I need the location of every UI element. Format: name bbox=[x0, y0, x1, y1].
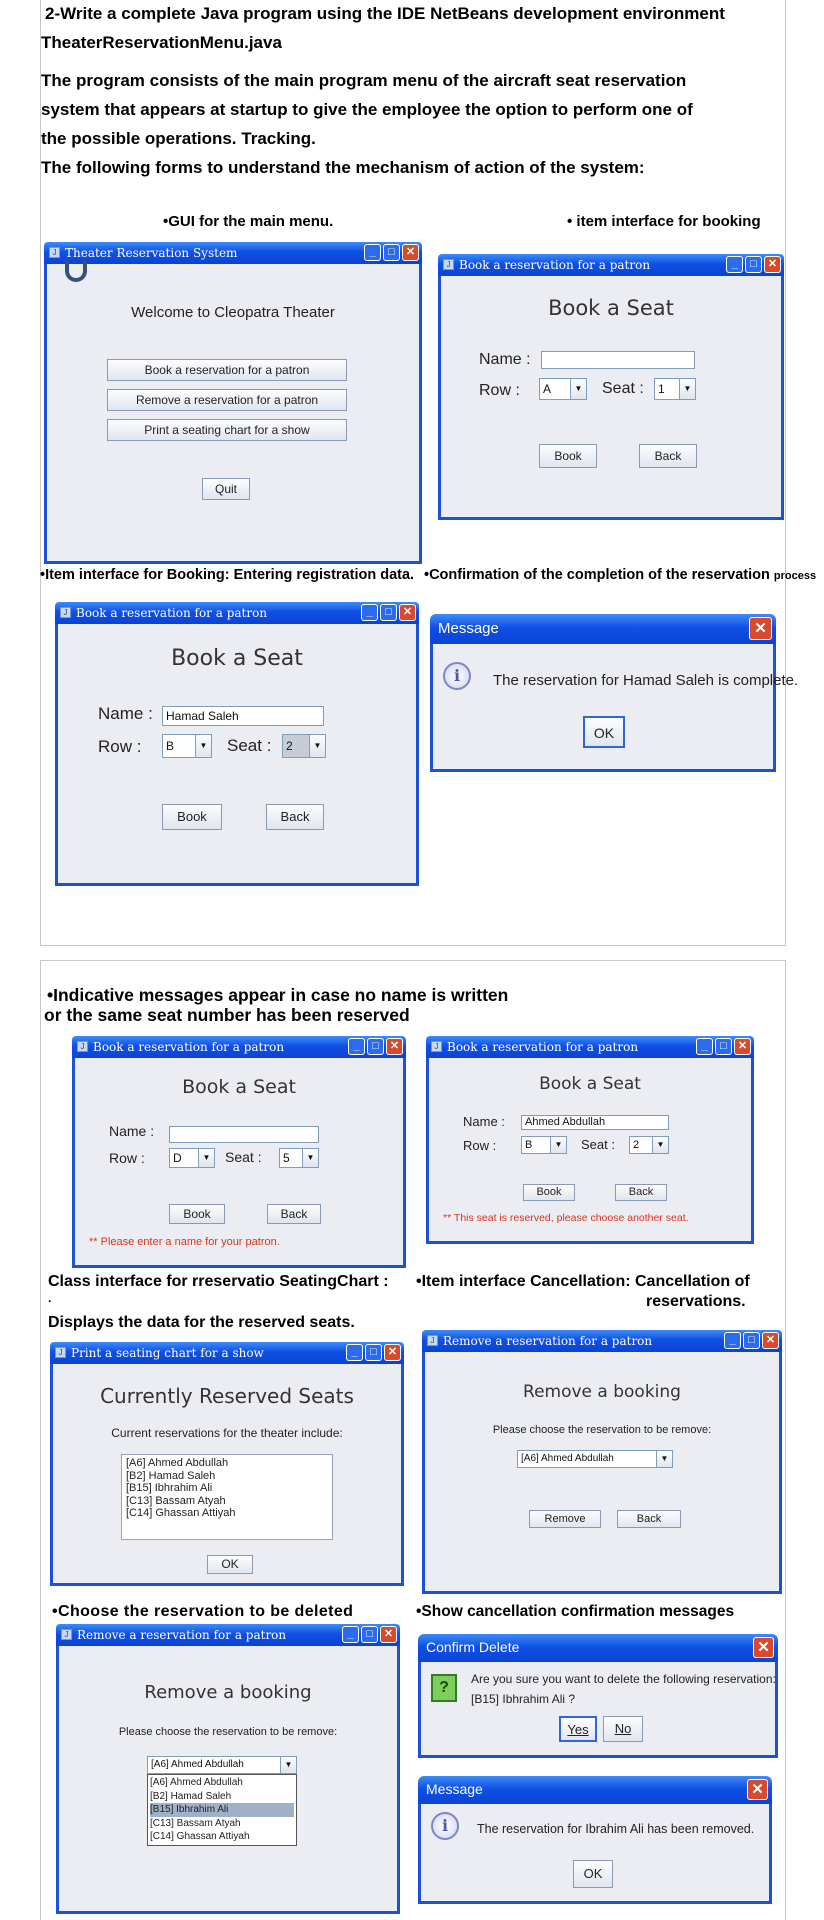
list-item: [C13] Bassam Atyah bbox=[126, 1494, 226, 1507]
chevron-down-icon: ▼ bbox=[656, 1451, 672, 1467]
seat-select[interactable] bbox=[654, 378, 696, 400]
caption-cancel-1: •Item interface Cancellation: Cancellation of bbox=[416, 1273, 750, 1290]
back-button[interactable]: Back bbox=[617, 1510, 681, 1528]
ok-button[interactable]: OK bbox=[207, 1555, 253, 1574]
caption-dot: . bbox=[48, 1291, 52, 1305]
window-title: Theater Reservation System bbox=[65, 246, 238, 260]
intro-para-4: The following forms to understand the mechanism of action of the system: bbox=[41, 158, 645, 177]
main-menu-window bbox=[44, 246, 422, 564]
book-seat-titlebar[interactable] bbox=[72, 1036, 406, 1058]
seating-chart-window bbox=[50, 1346, 404, 1586]
remove-booking-prompt: Please choose the reservation to be remove: bbox=[118, 1726, 338, 1738]
java-cup-icon: J bbox=[77, 1041, 88, 1052]
error-message: ** This seat is reserved, please choose another seat. bbox=[443, 1212, 689, 1224]
dropdown-option[interactable]: [A6] Ahmed Abdullah bbox=[150, 1777, 243, 1788]
java-cup-icon: J bbox=[49, 247, 60, 258]
reservation-select[interactable] bbox=[147, 1756, 297, 1774]
confirm-delete-dialog bbox=[418, 1639, 778, 1758]
seat-select[interactable] bbox=[629, 1136, 669, 1154]
book-seat-heading: Book a Seat bbox=[171, 646, 303, 671]
row-select[interactable] bbox=[169, 1148, 215, 1168]
reservation-select-value: [A6] Ahmed Abdullah bbox=[521, 1453, 614, 1464]
close-icon[interactable]: ✕ bbox=[380, 1626, 397, 1643]
close-icon[interactable]: ✕ bbox=[762, 1332, 779, 1349]
caption-indicative-2: or the same seat number has been reserved bbox=[44, 1005, 410, 1025]
question-icon: ? bbox=[431, 1674, 457, 1702]
minimize-icon[interactable]: _ bbox=[346, 1344, 363, 1361]
ok-button[interactable]: OK bbox=[573, 1860, 613, 1888]
book-button[interactable]: Book bbox=[539, 444, 597, 468]
window-title: Remove a reservation for a patron bbox=[443, 1334, 653, 1348]
name-input[interactable]: Hamad Saleh bbox=[162, 706, 324, 726]
close-icon[interactable]: ✕ bbox=[747, 1779, 768, 1800]
row-label: Row : bbox=[109, 1150, 145, 1166]
caption-entering-data: •Item interface for Booking: Entering registration data. bbox=[40, 567, 415, 583]
close-icon[interactable]: ✕ bbox=[734, 1038, 751, 1055]
seat-value: 2 bbox=[633, 1139, 640, 1151]
name-input[interactable] bbox=[169, 1126, 319, 1143]
message-dialog-complete bbox=[430, 620, 799, 772]
minimize-icon[interactable]: _ bbox=[724, 1332, 741, 1349]
row-select[interactable] bbox=[521, 1136, 567, 1154]
info-icon: i bbox=[431, 1812, 459, 1840]
anchor-icon bbox=[65, 260, 87, 282]
row-value: B bbox=[525, 1139, 533, 1151]
seating-chart-heading: Currently Reserved Seats bbox=[100, 1384, 354, 1408]
welcome-label: Welcome to Cleopatra Theater bbox=[131, 304, 335, 321]
intro-para-3: the possible operations. Tracking. bbox=[41, 129, 316, 148]
caption-gui-main: •GUI for the main menu. bbox=[163, 213, 334, 230]
back-button[interactable]: Back bbox=[266, 804, 324, 830]
seat-value: 5 bbox=[283, 1151, 290, 1165]
minimize-icon[interactable]: _ bbox=[364, 244, 381, 261]
maximize-icon[interactable]: □ bbox=[361, 1626, 378, 1643]
intro-line-1: 2-Write a complete Java program using the IDE NetBeans development environment bbox=[45, 4, 725, 23]
message-titlebar[interactable] bbox=[418, 1776, 772, 1804]
row-select[interactable] bbox=[162, 734, 212, 758]
row-value: A bbox=[543, 382, 552, 396]
reservations-list[interactable] bbox=[121, 1454, 333, 1540]
dropdown-option[interactable]: [C13] Bassam Atyah bbox=[150, 1817, 241, 1829]
remove-booking-heading: Remove a booking bbox=[144, 1682, 312, 1703]
list-item: [A6] Ahmed Abdullah bbox=[126, 1457, 229, 1469]
reservation-dropdown-list[interactable] bbox=[147, 1774, 297, 1846]
main-menu-titlebar[interactable] bbox=[44, 242, 422, 264]
close-icon[interactable]: ✕ bbox=[399, 604, 416, 621]
dropdown-option[interactable]: [C14] Ghassan Attiyah bbox=[150, 1831, 250, 1842]
book-seat-titlebar[interactable] bbox=[426, 1036, 754, 1058]
minimize-icon[interactable]: _ bbox=[342, 1626, 359, 1643]
chevron-down-icon: ▼ bbox=[570, 379, 586, 399]
name-input[interactable] bbox=[541, 351, 695, 369]
maximize-icon[interactable]: □ bbox=[743, 1332, 760, 1349]
book-seat-heading: Book a Seat bbox=[539, 1074, 641, 1094]
error-message: ** Please enter a name for your patron. bbox=[89, 1236, 280, 1248]
maximize-icon[interactable]: □ bbox=[367, 1038, 384, 1055]
close-icon[interactable]: ✕ bbox=[764, 256, 781, 273]
back-button[interactable]: Back bbox=[639, 444, 697, 468]
message-title: Message bbox=[438, 620, 499, 637]
close-icon[interactable]: ✕ bbox=[386, 1038, 403, 1055]
message-titlebar[interactable] bbox=[430, 614, 776, 644]
chevron-down-icon: ▼ bbox=[302, 1149, 318, 1167]
seat-select[interactable] bbox=[279, 1148, 319, 1168]
seat-value: 1 bbox=[658, 382, 665, 396]
confirm-text-2: [B15] Ibhrahim Ali ? bbox=[471, 1692, 576, 1706]
confirm-text-1: Are you sure you want to delete the following reservation: bbox=[471, 1672, 776, 1686]
remove-button[interactable]: Remove bbox=[529, 1510, 601, 1528]
java-cup-icon: J bbox=[443, 259, 454, 270]
seat-label: Seat : bbox=[225, 1149, 262, 1165]
name-input[interactable]: Ahmed Abdullah bbox=[521, 1115, 669, 1130]
caption-cancel-2: reservations. bbox=[646, 1293, 746, 1310]
chevron-down-icon: ▼ bbox=[652, 1137, 668, 1153]
message-text: The reservation for Hamad Saleh is complete. bbox=[493, 672, 799, 689]
name-label: Name : bbox=[109, 1123, 155, 1139]
book-seat-window-empty bbox=[438, 258, 784, 520]
window-title: Book a reservation for a patron bbox=[76, 606, 268, 620]
maximize-icon[interactable]: □ bbox=[380, 604, 397, 621]
back-button[interactable]: Back bbox=[267, 1204, 321, 1224]
ok-button[interactable]: OK bbox=[583, 716, 625, 748]
caption-confirm-completion bbox=[424, 567, 816, 583]
remove-booking-window bbox=[422, 1334, 782, 1594]
info-icon: i bbox=[443, 662, 471, 690]
message-text: The reservation for Ibrahim Ali has been removed. bbox=[477, 1822, 755, 1836]
close-icon[interactable]: ✕ bbox=[749, 617, 772, 640]
chevron-down-icon: ▼ bbox=[280, 1757, 296, 1773]
window-title: Book a reservation for a patron bbox=[447, 1040, 639, 1054]
name-label: Name : bbox=[479, 351, 531, 368]
book-seat-titlebar[interactable] bbox=[438, 254, 784, 276]
book-seat-heading: Book a Seat bbox=[182, 1076, 296, 1098]
maximize-icon[interactable]: □ bbox=[365, 1344, 382, 1361]
java-cup-icon: J bbox=[427, 1335, 438, 1346]
remove-booking-heading: Remove a booking bbox=[523, 1382, 681, 1402]
minimize-icon[interactable]: _ bbox=[361, 604, 378, 621]
reservation-select-value: [A6] Ahmed Abdullah bbox=[151, 1759, 244, 1770]
yes-button[interactable]: Yes bbox=[559, 1716, 597, 1742]
dropdown-option-highlighted[interactable]: [B15] Ibhrahim Ali bbox=[150, 1803, 294, 1817]
remove-reservation-button[interactable]: Remove a reservation for a patron bbox=[107, 389, 347, 411]
chevron-down-icon: ▼ bbox=[679, 379, 695, 399]
dropdown-option[interactable]: [B2] Hamad Saleh bbox=[150, 1790, 232, 1802]
book-seat-window-no-name bbox=[72, 1040, 406, 1268]
no-button[interactable]: No bbox=[603, 1716, 643, 1742]
maximize-icon[interactable]: □ bbox=[745, 256, 762, 273]
close-icon[interactable]: ✕ bbox=[384, 1344, 401, 1361]
print-seating-chart-button[interactable]: Print a seating chart for a show bbox=[107, 419, 347, 441]
caption-process-text: process bbox=[773, 570, 817, 582]
seat-select[interactable] bbox=[282, 734, 326, 758]
chevron-down-icon: ▼ bbox=[309, 735, 325, 757]
list-item: [B2] Hamad Saleh bbox=[126, 1469, 216, 1482]
java-cup-icon: J bbox=[61, 1629, 72, 1640]
row-label: Row : bbox=[98, 737, 142, 756]
intro-line-2: TheaterReservationMenu.java bbox=[41, 33, 282, 52]
book-button[interactable]: Book bbox=[523, 1184, 575, 1201]
caption-displays: Displays the data for the reserved seats. bbox=[48, 1314, 355, 1331]
window-title: Book a reservation for a patron bbox=[93, 1040, 285, 1054]
maximize-icon[interactable]: □ bbox=[715, 1038, 732, 1055]
list-item: [C14] Ghassan Attiyah bbox=[126, 1507, 236, 1519]
seat-label: Seat : bbox=[227, 736, 272, 755]
minimize-icon[interactable]: _ bbox=[348, 1038, 365, 1055]
name-label: Name : bbox=[98, 704, 153, 723]
caption-class-interface: Class interface for rreservatio SeatingChart : bbox=[48, 1273, 389, 1290]
confirm-title: Confirm Delete bbox=[426, 1639, 520, 1655]
caption-item-booking: • item interface for booking bbox=[567, 213, 761, 230]
chevron-down-icon: ▼ bbox=[195, 735, 211, 757]
seating-chart-subheading: Current reservations for the theater include: bbox=[111, 1426, 343, 1440]
reservation-select[interactable] bbox=[517, 1450, 673, 1468]
row-value: B bbox=[166, 739, 175, 753]
java-cup-icon: J bbox=[60, 607, 71, 618]
java-cup-icon: J bbox=[431, 1041, 442, 1052]
caption-show-cancel: •Show cancellation confirmation messages bbox=[416, 1603, 735, 1620]
chevron-down-icon: ▼ bbox=[550, 1137, 566, 1153]
intro-para-1: The program consists of the main program menu of the aircraft seat reservation bbox=[41, 71, 687, 90]
caption-indicative-1: •Indicative messages appear in case no name is written bbox=[47, 985, 509, 1005]
chevron-down-icon: ▼ bbox=[198, 1149, 214, 1167]
row-label: Row : bbox=[479, 382, 520, 399]
window-title: Remove a reservation for a patron bbox=[77, 1628, 287, 1642]
row-value: D bbox=[173, 1151, 182, 1165]
message-title: Message bbox=[426, 1781, 483, 1797]
window-title: Print a seating chart for a show bbox=[71, 1346, 264, 1360]
book-button[interactable]: Book bbox=[169, 1204, 225, 1224]
close-icon[interactable]: ✕ bbox=[753, 1637, 774, 1658]
message-dialog-removed bbox=[418, 1781, 772, 1904]
book-button[interactable]: Book bbox=[162, 804, 222, 830]
remove-booking-window-dropdown bbox=[56, 1628, 400, 1914]
book-seat-window-reserved bbox=[426, 1040, 754, 1244]
remove-booking-prompt: Please choose the reservation to be remove: bbox=[492, 1424, 712, 1436]
java-cup-icon: J bbox=[55, 1347, 66, 1358]
remove-booking-titlebar[interactable] bbox=[56, 1624, 400, 1646]
row-select[interactable] bbox=[539, 378, 587, 400]
seat-label: Seat : bbox=[581, 1137, 615, 1152]
row-label: Row : bbox=[463, 1138, 497, 1153]
minimize-icon[interactable]: _ bbox=[726, 256, 743, 273]
close-icon[interactable]: ✕ bbox=[402, 244, 419, 261]
quit-button[interactable]: Quit bbox=[202, 478, 250, 500]
minimize-icon[interactable]: _ bbox=[696, 1038, 713, 1055]
caption-choose-delete: •Choose the reservation to be deleted bbox=[52, 1603, 354, 1620]
seat-label: Seat : bbox=[602, 380, 644, 397]
back-button[interactable]: Back bbox=[615, 1184, 667, 1201]
caption-confirm-text: •Confirmation of the completion of the reservation bbox=[424, 567, 770, 583]
book-seat-titlebar[interactable] bbox=[55, 602, 419, 624]
confirm-delete-titlebar[interactable] bbox=[418, 1634, 778, 1662]
seating-chart-titlebar[interactable] bbox=[50, 1342, 404, 1364]
maximize-icon[interactable]: □ bbox=[383, 244, 400, 261]
window-title: Book a reservation for a patron bbox=[459, 258, 651, 272]
book-reservation-button[interactable]: Book a reservation for a patron bbox=[107, 359, 347, 381]
remove-booking-titlebar[interactable] bbox=[422, 1330, 782, 1352]
intro-para-2: system that appears at startup to give the employee the option to perform one of bbox=[41, 100, 693, 119]
seat-value: 2 bbox=[286, 739, 293, 753]
book-seat-window-filled bbox=[55, 606, 419, 886]
name-label: Name : bbox=[463, 1114, 505, 1129]
book-seat-heading: Book a Seat bbox=[548, 296, 674, 320]
list-item: [B15] Ibhrahim Ali bbox=[126, 1482, 213, 1494]
